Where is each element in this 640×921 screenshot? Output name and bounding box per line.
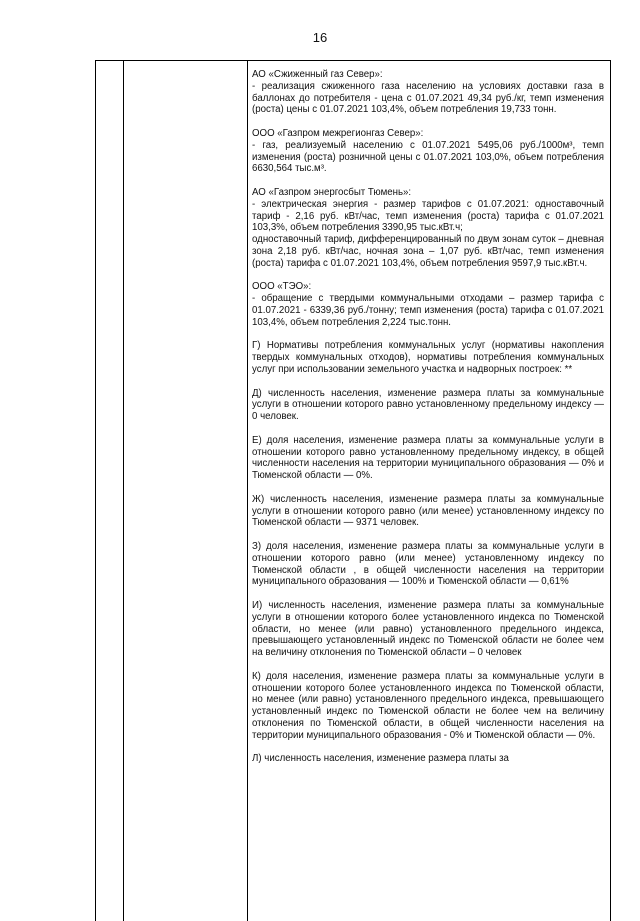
- paragraph-lpg: [252, 69, 604, 116]
- paragraph-gas: [252, 128, 604, 175]
- paragraph-line: Д) численность населения, изменение размера платы за коммунальные услуги в отношении которого равно установленному предельному индексу — 0 человек.: [252, 387, 604, 422]
- paragraph-line: З) доля населения, изменение размера платы за коммунальные услуги в отношении которого равно (или менее) установленному индексу по Тюменской области , в общей численности населения на территории муниципального образования — 100% и Тюменской области — 0,61%: [252, 541, 604, 588]
- paragraph-electricity: [252, 187, 604, 269]
- paragraph-k: [252, 671, 604, 742]
- paragraph-line: Г) Нормативы потребления коммунальных услуг (нормативы накопления твердых коммунальных отходов), нормативы потребления коммунальных услуг при использовании земельного участка и надворных построек: **: [252, 340, 604, 375]
- paragraph-line: - газ, реализуемый населению с 01.07.2021 5495,06 руб./1000м³, темп изменения (роста) розничной цены с 01.07.2021 103,0%, объем потребления 6630,564 тыс.м³.: [252, 139, 604, 175]
- paragraph-line: К) доля населения, изменение размера платы за коммунальные услуги в отношении которого более установленного индекса по Тюменской области, но менее (или равно) установленного предельного индекса, превышающего установленный индекс по Тюменской области не более чем на величину отклонения по Тюменской области, в общей численности населения на территории муниципального образования - 0% и Тюменской области — 0%.: [252, 670, 604, 741]
- paragraph-line: ООО «Газпром межрегионгаз Север»:: [252, 128, 424, 139]
- column-divider-2: [247, 61, 248, 921]
- paragraph-line: Е) доля населения, изменение размера платы за коммунальные услуги в отношении которого равно установленному предельному индексу, в общей численности населения на территории муниципального образования — 0% и Тюменской области — 0%.: [252, 434, 604, 481]
- paragraph-zh: [252, 494, 604, 529]
- column-divider-1: [123, 61, 124, 921]
- paragraph-g: [252, 340, 604, 375]
- paragraph-waste: [252, 281, 604, 328]
- document-table: [95, 60, 611, 921]
- paragraph-line: АО «Сжиженный газ Север»:: [252, 69, 383, 80]
- table-cell-content: [252, 69, 604, 777]
- paragraph-line: ООО «ТЭО»:: [252, 281, 312, 293]
- paragraph-e: [252, 435, 604, 482]
- paragraph-d: [252, 388, 604, 423]
- paragraph-line: И) численность населения, изменение размера платы за коммунальные услуги в отношении которого более установленного индекса по Тюменской области, но менее (или равно) установленного предельного индекса, превышающего установленный индекс по Тюменской области не более чем на величину отклонения по Тюменской области – 0 человек: [252, 600, 604, 658]
- paragraph-i: [252, 600, 604, 659]
- paragraph-l: [252, 753, 604, 765]
- paragraph-line: - реализация сжиженного газа населению на условиях доставки газа в баллонах до потребителя - цена с 01.07.2021 49,34 руб./кг, темп изменения (роста) цены с 01.07.2021 103,4%, объем потребления 19,733 тонн.: [252, 80, 604, 116]
- paragraph-z: [252, 541, 604, 588]
- paragraph-line: - электрическая энергия - размер тарифов с 01.07.2021: одноставочный тариф - 2,16 руб. кВт/час, темп изменения (роста) тарифа с 01.07.2021 103,3%, объем потребления 3390,95 тыс.кВт.ч;: [252, 198, 604, 234]
- paragraph-line: АО «Газпром энергосбыт Тюмень»:: [252, 187, 412, 198]
- paragraph-line: Л) численность населения, изменение размера платы за: [252, 753, 509, 765]
- page-number: 16: [312, 30, 328, 45]
- paragraph-line: Ж) численность населения, изменение размера платы за коммунальные услуги в отношении которого равно (или менее) установленному индексу по Тюменской области — 9371 человек.: [252, 493, 604, 529]
- paragraph-line: - обращение с твердыми коммунальными отходами – размер тарифа с 01.07.2021 - 6339,36 руб./тонну; темп изменения (роста) тарифа с 01.07.2021 103,4%, объем потребления 2,224 тыс.тонн.: [252, 293, 604, 328]
- paragraph-line: одноставочный тариф, дифференцированный по двум зонам суток – дневная зона 2,18 руб. кВт/час, ночная зона – 1,07 руб. кВт/час, темп изменения (роста) тарифа с 01.07.2021 103,4%, объем потребления 9597,9 тыс.кВт.ч.: [252, 234, 604, 269]
